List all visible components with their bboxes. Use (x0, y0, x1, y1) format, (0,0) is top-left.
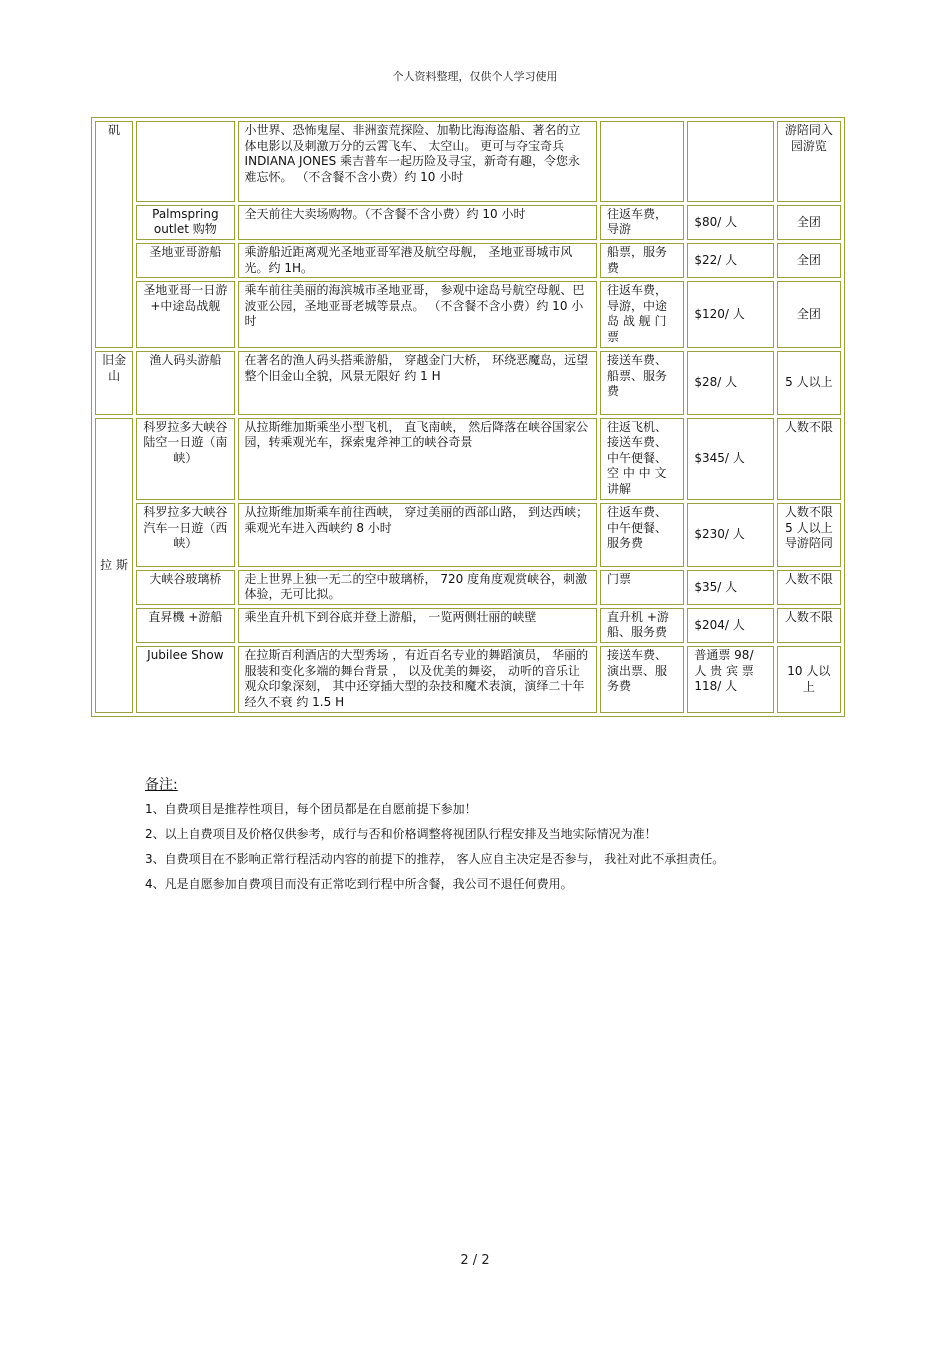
item-price-cell: 普通票 98/ 人 贵 宾 票 118/ 人 (687, 646, 773, 713)
item-price-cell: $80/ 人 (687, 205, 773, 240)
notes-section (145, 774, 845, 901)
item-desc-cell: 小世界、恐怖鬼屋、非洲蛮荒探险、加勒比海海盗船、著名的立体电影以及刺激万分的云霄飞车、 太空山。 更可与夺宝奇兵 INDIANA JONES 乘吉普车一起历险及寻宝，新奇有趣，令您永难忘怀。 （不含餐不含小费）约 10 小时 (238, 121, 597, 202)
item-fees-cell: 往返车费，导游 (600, 205, 684, 240)
region-cell: 拉 斯 (95, 418, 133, 713)
item-fees-cell (600, 121, 684, 202)
table-row (95, 121, 841, 202)
item-name-cell (136, 121, 234, 202)
item-price-cell (687, 121, 773, 202)
item-group-cell: 人数不限 (777, 608, 841, 643)
item-group-cell: 人数不限 (777, 570, 841, 605)
optional-tours-table (91, 117, 845, 717)
table-row (95, 281, 841, 348)
item-name-cell: 渔人码头游船 (136, 351, 234, 415)
item-fees-cell: 往返车费、中午便餐、服务费 (600, 503, 684, 567)
item-price-cell: $35/ 人 (687, 570, 773, 605)
table-row (95, 243, 841, 278)
item-desc-cell: 在著名的渔人码头搭乘游船， 穿越金门大桥， 环绕恶魔岛，远望整个旧金山全貌，风景无限好 约 1 H (238, 351, 597, 415)
item-desc-cell: 从拉斯维加斯乘坐小型飞机， 直飞南峡， 然后降落在峡谷国家公园，转乘观光车，探索鬼斧神工的峡谷奇景 (238, 418, 597, 500)
item-name-cell: 圣地亚哥游船 (136, 243, 234, 278)
item-group-cell: 人数不限 (777, 418, 841, 500)
item-price-cell: $345/ 人 (687, 418, 773, 500)
item-desc-cell: 在拉斯百利酒店的大型秀场 ，有近百名专业的舞蹈演员， 华丽的服装和变化多端的舞台背景 ， 以及优美的舞姿， 动听的音乐让观众印象深刻， 其中还穿插大型的杂技和魔术表演，演绎二十年经久不衰 约 1.5 H (238, 646, 597, 713)
item-price-cell: $22/ 人 (687, 243, 773, 278)
item-group-cell: 全团 (777, 243, 841, 278)
item-price-cell: $230/ 人 (687, 503, 773, 567)
item-desc-cell: 全天前往大卖场购物。（不含餐不含小费）约 10 小时 (238, 205, 597, 240)
item-price-cell: $120/ 人 (687, 281, 773, 348)
notes-title: 备注: (145, 777, 178, 793)
item-desc-cell: 乘车前往美丽的海滨城市圣地亚哥， 参观中途岛号航空母舰、巴波亚公园，圣地亚哥老城等景点。 （不含餐不含小费）约 10 小时 (238, 281, 597, 348)
table-row (95, 646, 841, 713)
item-group-cell: 5 人以上 (777, 351, 841, 415)
item-name-cell: 科罗拉多大峡谷陆空一日遊（南峡） (136, 418, 234, 500)
item-name-cell: 圣地亚哥一日游 +中途岛战舰 (136, 281, 234, 348)
item-group-cell: 游陪同入园游览 (777, 121, 841, 202)
item-price-cell: $28/ 人 (687, 351, 773, 415)
item-fees-cell: 往返飞机、接送车费、中午便餐、空 中 中 文讲解 (600, 418, 684, 500)
item-fees-cell: 船票，服务费 (600, 243, 684, 278)
region-cell: 矶 (95, 121, 133, 348)
note-item: 4、凡是自愿参加自费项目而没有正常吃到行程中所含餐，我公司不退任何费用。 (145, 877, 573, 891)
item-fees-cell: 接送车费、船票、服务费 (600, 351, 684, 415)
region-cell: 旧金山 (95, 351, 133, 415)
item-group-cell: 10 人以上 (777, 646, 841, 713)
item-name-cell: Jubilee Show (136, 646, 234, 713)
item-price-cell: $204/ 人 (687, 608, 773, 643)
table-row (95, 608, 841, 643)
item-fees-cell: 往返车费，导游，中途岛 战 舰 门票 (600, 281, 684, 348)
item-desc-cell: 乘坐直升机下到谷底并登上游船， 一览两侧壮丽的峡壁 (238, 608, 597, 643)
item-desc-cell: 走上世界上独一无二的空中玻璃桥， 720 度角度观赏峡谷，刺激体验，无可比拟。 (238, 570, 597, 605)
item-group-cell: 全团 (777, 205, 841, 240)
item-name-cell: Palmspring outlet 购物 (136, 205, 234, 240)
item-desc-cell: 乘游船近距离观光圣地亚哥军港及航空母舰， 圣地亚哥城市风光。约 1H。 (238, 243, 597, 278)
note-item: 1、自费项目是推荐性项目，每个团员都是在自愿前提下参加！ (145, 802, 477, 816)
table-row (95, 351, 841, 415)
item-fees-cell: 直升机 +游船、服务费 (600, 608, 684, 643)
table-row (95, 205, 841, 240)
note-item: 3、自费项目在不影响正常行程活动内容的前提下的推荐， 客人应自主决定是否参与， 我社对此不承担责任。 (145, 852, 725, 866)
page-header: 个人资料整理，仅供个人学习使用 (392, 70, 558, 83)
table-row (95, 418, 841, 500)
item-group-cell: 人数不限 5 人以上导游陪同 (777, 503, 841, 567)
table-row (95, 503, 841, 567)
table-row (95, 570, 841, 605)
item-group-cell: 全团 (777, 281, 841, 348)
item-name-cell: 直昇機 +游船 (136, 608, 234, 643)
note-item: 2、以上自费项目及价格仅供参考，成行与否和价格调整将视团队行程安排及当地实际情况为准！ (145, 827, 657, 841)
item-desc-cell: 从拉斯维加斯乘车前往西峡， 穿过美丽的西部山路， 到达西峡；乘观光车进入西峡约 8 小时 (238, 503, 597, 567)
item-fees-cell: 接送车费、演出票、服务费 (600, 646, 684, 713)
page-number: 2 / 2 (460, 1253, 490, 1268)
item-name-cell: 大峡谷玻璃桥 (136, 570, 234, 605)
item-name-cell: 科罗拉多大峡谷汽车一日遊（西峡） (136, 503, 234, 567)
item-fees-cell: 门票 (600, 570, 684, 605)
